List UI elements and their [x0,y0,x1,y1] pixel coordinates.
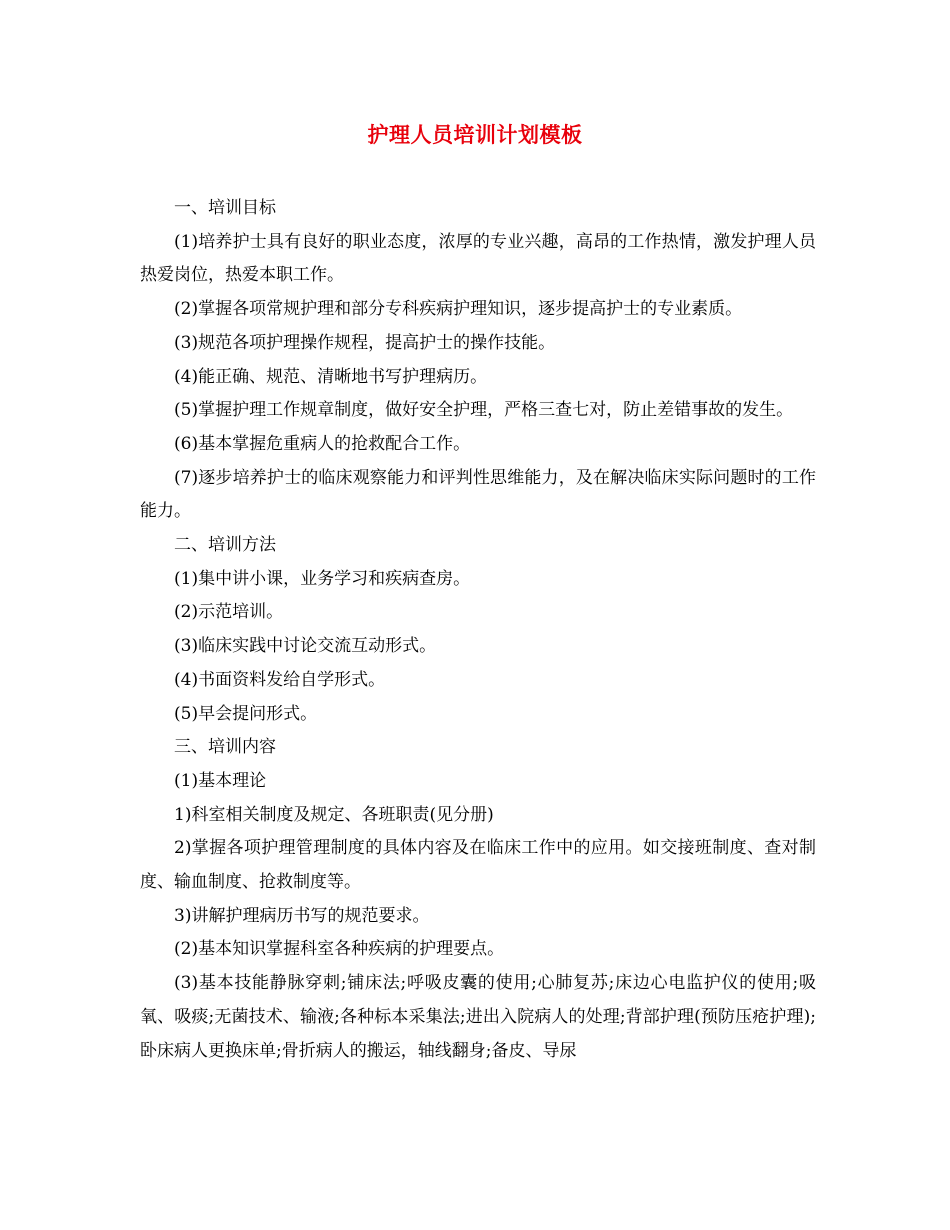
paragraph: (1)培养护士具有良好的职业态度，浓厚的专业兴趣，高昂的工作热情，激发护理人员热爱岗位，热爱本职工作。 [140,231,816,286]
section-heading-content: 三、培训内容 [174,737,276,758]
document-title: 护理人员培训计划模板 [367,122,583,147]
paragraph: (2)基本知识掌握科室各种疾病的护理要点。 [174,939,505,960]
paragraph: (1)集中讲小课，业务学习和疾病查房。 [174,568,471,589]
paragraph: (3)基本技能静脉穿刺;铺床法;呼吸皮囊的使用;心肺复苏;床边心电监护仪的使用;吸氧、吸痰;无菌技术、输液;各种标本采集法;进出入院病人的处理;背部护理(预防压疮护理);卧床病人更换床单;骨折病人的搬运，轴线翻身;备皮、导尿 [140,973,816,1061]
paragraph: 1)科室相关制度及规定、各班职责(见分册) [174,804,494,825]
paragraph: (7)逐步培养护士的临床观察能力和评判性思维能力，及在解决临床实际问题时的工作能力。 [140,467,816,522]
paragraph: (4)能正确、规范、清晰地书写护理病历。 [174,366,488,387]
paragraph: (4)书面资料发给自学形式。 [174,669,386,690]
paragraph: 2)掌握各项护理管理制度的具体内容及在临床工作中的应用。如交接班制度、查对制度、输血制度、抢救制度等。 [140,838,816,893]
document-body [140,192,816,1068]
paragraph: (2)掌握各项常规护理和部分专科疾病护理知识，逐步提高护士的专业素质。 [174,299,743,320]
paragraph: (1)基本理论 [174,770,267,791]
paragraph: (5)早会提问形式。 [174,703,318,724]
paragraph: 3)讲解护理病历书写的规范要求。 [174,905,430,926]
paragraph: (6)基本掌握危重病人的抢救配合工作。 [174,433,471,454]
paragraph: (5)掌握护理工作规章制度，做好安全护理，严格三查七对，防止差错事故的发生。 [174,400,794,421]
paragraph: (2)示范培训。 [174,602,284,623]
section-heading-objectives: 一、培训目标 [174,198,276,218]
paragraph: (3)规范各项护理操作规程，提高护士的操作技能。 [174,332,556,353]
section-heading-methods: 二、培训方法 [174,535,276,556]
paragraph: (3)临床实践中讨论交流互动形式。 [174,636,437,657]
